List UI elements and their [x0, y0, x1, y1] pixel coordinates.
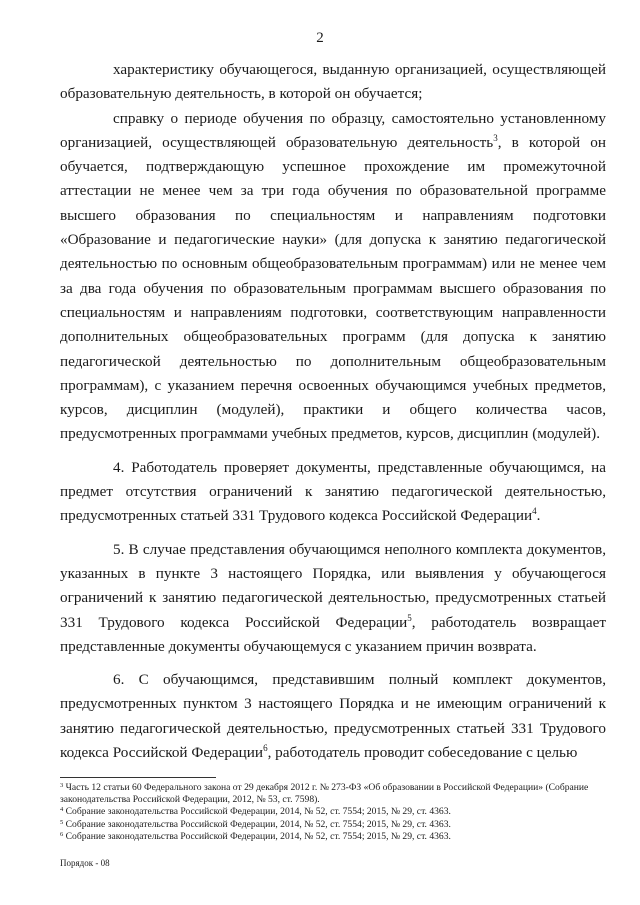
footnote-text: Собрание законодательства Российской Федерации, 2014, № 52, ст. 7554; 2015, № 29, ст. 4363. [63, 818, 451, 830]
paragraph-text: , работодатель возвращает представленные документы обучающемуся с указанием причин возврата. [60, 613, 606, 655]
paragraph-text: , работодатель проводит собеседование с целью [267, 744, 578, 762]
paragraph-item-5 [60, 538, 606, 659]
document-code: Порядок - 08 [60, 858, 110, 868]
paragraph-text: 5. В случае представления обучающимся неполного комплекта документов, указанных в пункте 3 настоящего Порядка, или выявления у обучающегося ограничений к занятию педагогической деятельностью, предусмотренных статьей 331 Трудового кодекса Российской Федерации [60, 540, 606, 631]
footnote-reference: 5 [407, 612, 412, 623]
footnote-number: 6 [60, 830, 64, 838]
paragraph-text: справку о периоде обучения по образцу, самостоятельно установленному организацией, осуществляющей образовательную деятельность [60, 109, 606, 151]
paragraph-text: характеристику обучающегося, выданную организацией, осуществляющей образовательную деятельность, в которой он обучается; [60, 61, 606, 103]
paragraph-text: , в которой он обучается, подтверждающую успешное прохождение им промежуточной аттестации не менее чем за три года обучения по образовательной программе высшего образования по специальностям и направлениям подготовки «Образование и педагогические науки» (для допуска к занятию педагогической деятельностью по основным общеобразовательным программам) или не менее чем за два года обучения по образовательным программам высшего образования по специальностям и направлениям подготовки, соответствующим направленности дополнительных общеобразовательных программ (для допуска к занятию педагогической деятельностью по дополнительным общеобразовательным программам), с указанием перечня освоенных обучающимся учебных предметов, курсов, дисциплин (модулей), практики и общего количества часов, предусмотренных программами учебных предметов, курсов, дисциплин (модулей). [60, 133, 606, 443]
footnote [60, 831, 616, 843]
document-body [60, 58, 606, 765]
footnote-reference: 3 [493, 132, 498, 143]
paragraph-text: 4. Работодатель проверяет документы, представленные обучающимся, на предмет отсутствия ограничений к занятию педагогической деятельностью, предусмотренных статьей 331 Трудового кодекса Российской Федерации [60, 458, 606, 525]
footnote-number: 4 [60, 806, 64, 814]
footnote [60, 806, 616, 818]
paragraph-characteristic [60, 58, 606, 107]
footnotes [60, 782, 616, 843]
footnote-text: Часть 12 статьи 60 Федерального закона от 29 декабря 2012 г. № 273-ФЗ «Об образовании в Российской Федерации» (Собрание законодательства Российской Федерации, 2012, № 53, ст. 7598). [60, 782, 589, 806]
footnote-text: Собрание законодательства Российской Федерации, 2014, № 52, ст. 7554; 2015, № 29, ст. 4363. [63, 830, 451, 842]
paragraph-text: 6. С обучающимся, представившим полный комплект документов, предусмотренных пунктом 3 настоящего Порядка и не имеющим ограничений к занятию педагогической деятельностью, предусмотренных статьей 331 Трудового кодекса Российской Федерации [60, 671, 606, 762]
footnote-reference: 4 [532, 506, 537, 517]
page-number: 2 [316, 30, 324, 46]
paragraph-item-4 [60, 456, 606, 529]
paragraph-item-6 [60, 668, 606, 765]
paragraph-certificate [60, 107, 606, 447]
footnote-text: Собрание законодательства Российской Федерации, 2014, № 52, ст. 7554; 2015, № 29, ст. 4363. [63, 806, 451, 818]
paragraph-text: . [536, 507, 541, 525]
footnote [60, 819, 616, 831]
footnote-number: 3 [60, 782, 64, 789]
footnote-reference: 6 [263, 743, 268, 754]
footnote-number: 5 [60, 818, 64, 826]
footnote [60, 782, 616, 806]
footnote-divider [60, 777, 216, 778]
